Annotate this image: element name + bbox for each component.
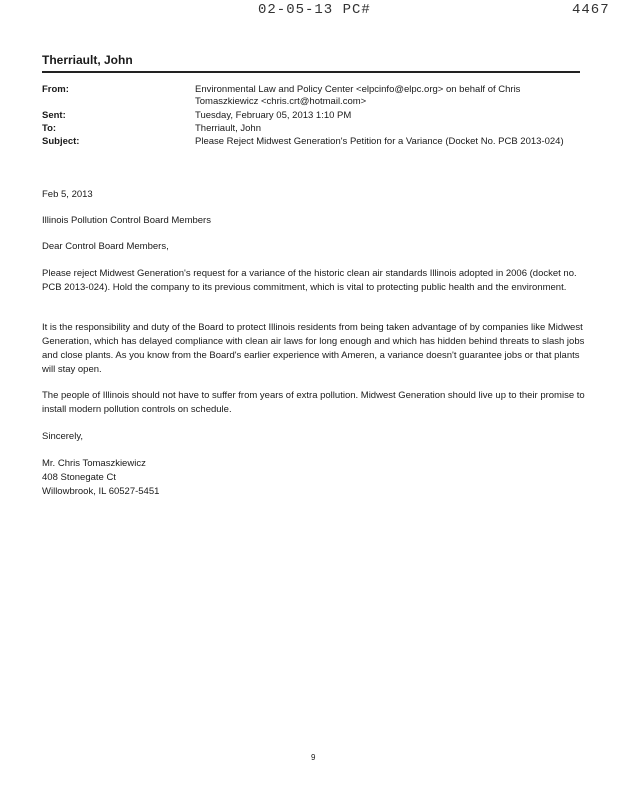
paragraph-text: Please reject Midwest Generation's request for a variance of the historic clean air standards Illinois adopted in 2006 (docket no. PCB 2013-024). Hold the company to its previous commitment, which is vital to protecting public health and the environment.: [42, 268, 577, 293]
sent-value: Tuesday, February 05, 2013 1:10 PM: [195, 110, 352, 121]
header-divider: [42, 71, 580, 73]
sender-name-heading: Therriault, John: [42, 53, 133, 67]
paragraph-text: The people of Illinois should not have to suffer from years of extra pollution. Midwest Generation should live up to their promise to install modern pollution controls on schedule.: [42, 390, 585, 415]
signature-block: [42, 457, 587, 499]
signature-name: Mr. Chris Tomaszkiewicz: [42, 458, 146, 469]
letter-date: Feb 5, 2013: [42, 189, 93, 200]
letter-recipient: Illinois Pollution Control Board Members: [42, 215, 211, 226]
paragraph-text: It is the responsibility and duty of the Board to protect Illinois residents from being taken advantage of by companies like Midwest Generation, which has delayed compliance with clean air laws for long enough and which has hidden behind threats to slash jobs and close plants. As you know from the Board's earlier experience with Ameren, a variance doesn't guarantee jobs or that plants will stay open.: [42, 322, 585, 375]
signature-street: 408 Stonegate Ct: [42, 472, 116, 483]
body-paragraph: [42, 321, 587, 377]
signature-city: Willowbrook, IL 60527-5451: [42, 486, 160, 497]
fax-stamp-docket: 02-05-13 PC#: [258, 2, 371, 18]
body-paragraph: [42, 267, 587, 295]
from-value: [195, 84, 585, 108]
subject-label: Subject:: [42, 136, 80, 147]
to-label: To:: [42, 123, 57, 134]
subject-value: Please Reject Midwest Generation's Petition for a Variance (Docket No. PCB 2013-024): [195, 136, 564, 147]
to-value: Therriault, John: [195, 123, 262, 134]
page-number: 9: [311, 753, 316, 762]
letter-salutation: Dear Control Board Members,: [42, 241, 169, 252]
letter-closing: Sincerely,: [42, 431, 84, 442]
body-paragraph: [42, 389, 587, 417]
fax-stamp-number: 4467: [572, 2, 610, 18]
from-value-line2: Tomaszkiewicz <chris.crt@hotmail.com>: [195, 96, 367, 107]
from-value-line1: Environmental Law and Policy Center <elpcinfo@elpc.org> on behalf of Chris: [195, 84, 521, 95]
sent-label: Sent:: [42, 110, 66, 121]
from-label: From:: [42, 84, 69, 95]
